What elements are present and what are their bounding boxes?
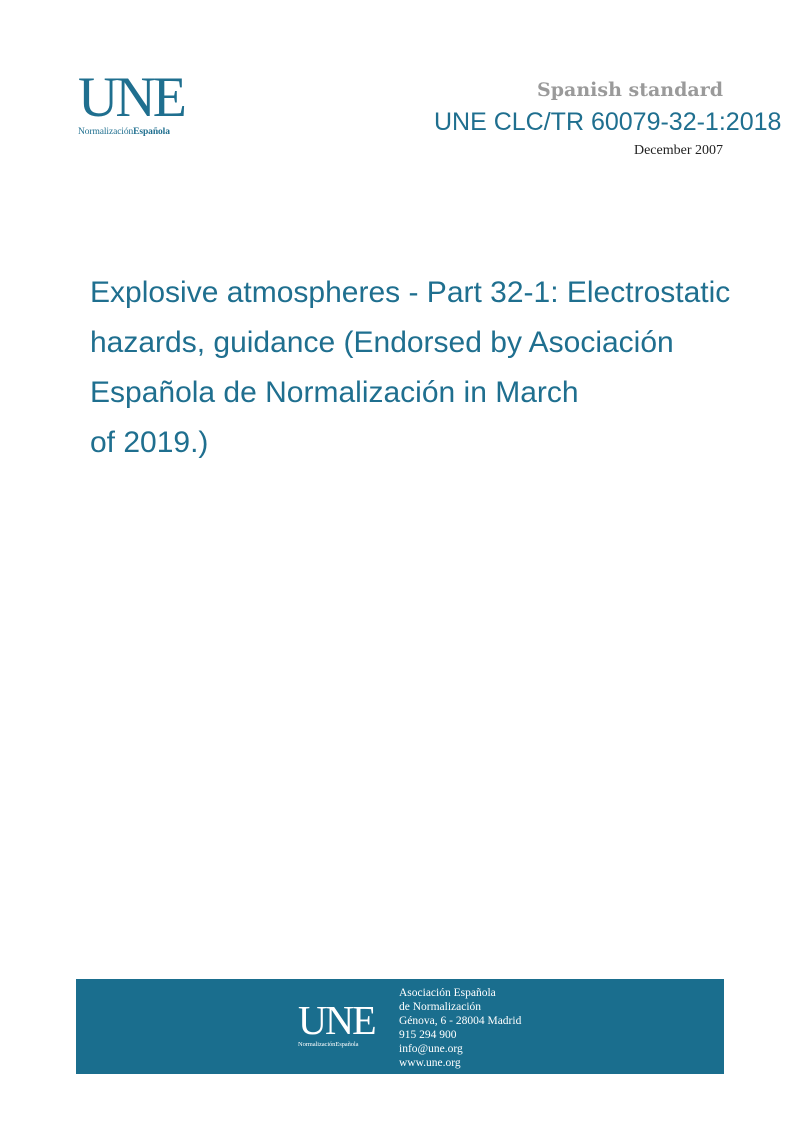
footer-logo-word: UNE bbox=[298, 997, 375, 1043]
footer-org-name-cont: de Normalización bbox=[399, 1001, 482, 1013]
footer-street: Génova, 6 - 28004 Madrid bbox=[399, 1015, 522, 1027]
standard-date: December 2007 bbox=[633, 143, 723, 158]
title-line: Explosive atmospheres - Part 32-1: Electrostatic bbox=[90, 276, 731, 309]
footer-une-logo bbox=[298, 997, 380, 1048]
footer-website: www.une.org bbox=[399, 1057, 461, 1069]
document-title bbox=[90, 268, 790, 468]
title-line: hazards, guidance (Endorsed by Asociación bbox=[90, 326, 674, 359]
title-line: Española de Normalización in March bbox=[90, 376, 579, 409]
footer-address bbox=[399, 986, 521, 1070]
footer-logo-sub-regular: Normalización bbox=[298, 1041, 336, 1048]
footer-email: info@une.org bbox=[399, 1043, 463, 1055]
une-logo-sub-bold: Española bbox=[133, 127, 170, 137]
title-line: of 2019.) bbox=[90, 426, 209, 459]
une-logo-word: UNE bbox=[78, 66, 184, 129]
footer-logo-sub-bold: Española bbox=[335, 1041, 359, 1048]
une-logo bbox=[78, 66, 194, 137]
standard-type-label: Spanish standard bbox=[537, 79, 723, 101]
footer-org-name: Asociación Española bbox=[399, 987, 496, 999]
une-logo-sub-regular: Normalización bbox=[78, 127, 134, 137]
standard-code: UNE CLC/TR 60079-32-1:2018 bbox=[434, 108, 782, 136]
footer-phone: 915 294 900 bbox=[399, 1029, 457, 1041]
footer-band bbox=[76, 979, 724, 1074]
